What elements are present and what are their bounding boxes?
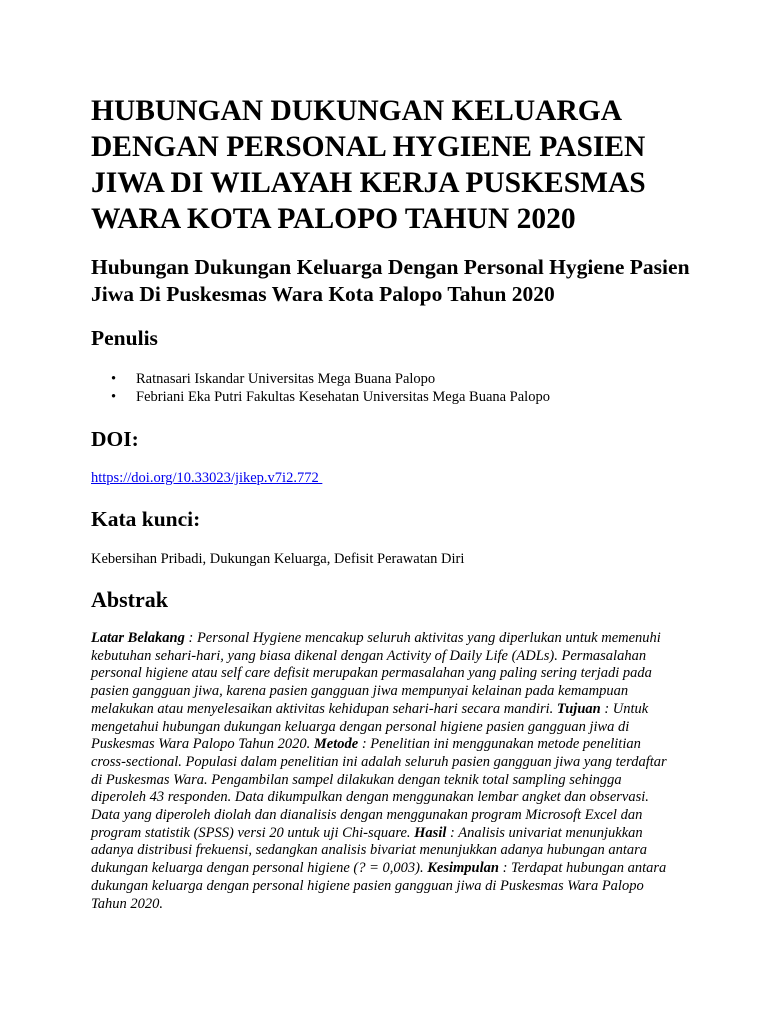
kesimpulan-label: Kesimpulan (427, 860, 499, 877)
abstract-text (91, 630, 679, 913)
metode-text: : Penelitian ini menggunakan metode penelitian cross-sectional. Populasi dalam penelitian ini adalah seluruh pasien gangguan jiwa yang terdaftar di Puskesmas Wara. Pengambilan sampel dilakukan dengan teknik total sampling sehingga diperoleh 43 responden. Data dikumpulkan dengan menggunakan lembar angket dan observasi. Data yang diperoleh diolah dan dianalisis dengan menggunakan program Microsoft Excel dan program statistik (SPSS) versi 20 untuk uji Chi-square. (91, 736, 667, 841)
list-item (91, 389, 550, 407)
tujuan-label: Tujuan (556, 700, 601, 717)
authors-list (91, 371, 550, 406)
latar-belakang-label: Latar Belakang (91, 630, 185, 646)
tujuan-text: : Untuk mengetahui hubungan dukungan keluarga dengan personal higiene pasien gangguan jiwa di Puskesmas Wara Palopo Tahun 2020. (91, 700, 649, 753)
keywords-heading: Kata kunci: (91, 507, 201, 531)
hasil-text: : Analisis univariat menunjukkan adanya distribusi frekuensi, sedangkan analisis bivariat menunjukkan adanya hubungan antara dukungan keluarga dengan personal higiene (? = 0,003). (91, 824, 648, 877)
metode-label: Metode (313, 736, 359, 753)
abstract-heading: Abstrak (91, 587, 169, 612)
list-item (91, 371, 550, 389)
author-name: Febriani Eka Putri Fakultas Kesehatan Universitas Mega Buana Palopo (136, 388, 550, 405)
article-title: HUBUNGAN DUKUNGAN KELUARGA DENGAN PERSONAL HYGIENE PASIEN JIWA DI WILAYAH KERJA PUSKESMAS WARA KOTA PALOPO TAHUN 2020 (91, 95, 646, 235)
doi-heading: DOI: (91, 427, 139, 451)
bullet-icon: • (111, 388, 117, 405)
hasil-label: Hasil (414, 824, 447, 841)
article-subtitle: Hubungan Dukungan Keluarga Dengan Personal Hygiene Pasien Jiwa Di Puskesmas Wara Kota Palopo Tahun 2020 (91, 255, 690, 306)
keywords-text: Kebersihan Pribadi, Dukungan Keluarga, Defisit Perawatan Diri (91, 551, 465, 567)
latar-belakang-text: : Personal Hygiene mencakup seluruh aktivitas yang diperlukan untuk memenuhi kebutuhan sehari-hari, yang biasa dikenal dengan Activity of Daily Life (ADLs). Permasalahan personal higiene atau self care defisit merupakan permasalahan yang paling sering terjadi pada pasien gangguan jiwa, karena pasien gangguan jiwa mempunyai kelainan pada kemampuan melakukan atau menyelesaikan aktivitas kehidupan sehari-hari secara mandiri. (91, 630, 661, 717)
kesimpulan-text: : Terdapat hubungan antara dukungan keluarga dengan personal higiene pasien gangguan jiwa di Puskesmas Wara Palopo Tahun 2020. (91, 860, 667, 912)
authors-heading: Penulis (91, 326, 158, 350)
bullet-icon: • (111, 371, 117, 387)
author-name: Ratnasari Iskandar Universitas Mega Buana Palopo (136, 371, 436, 387)
doi-link[interactable]: https://doi.org/10.33023/jikep.v7i2.772 (91, 470, 323, 486)
